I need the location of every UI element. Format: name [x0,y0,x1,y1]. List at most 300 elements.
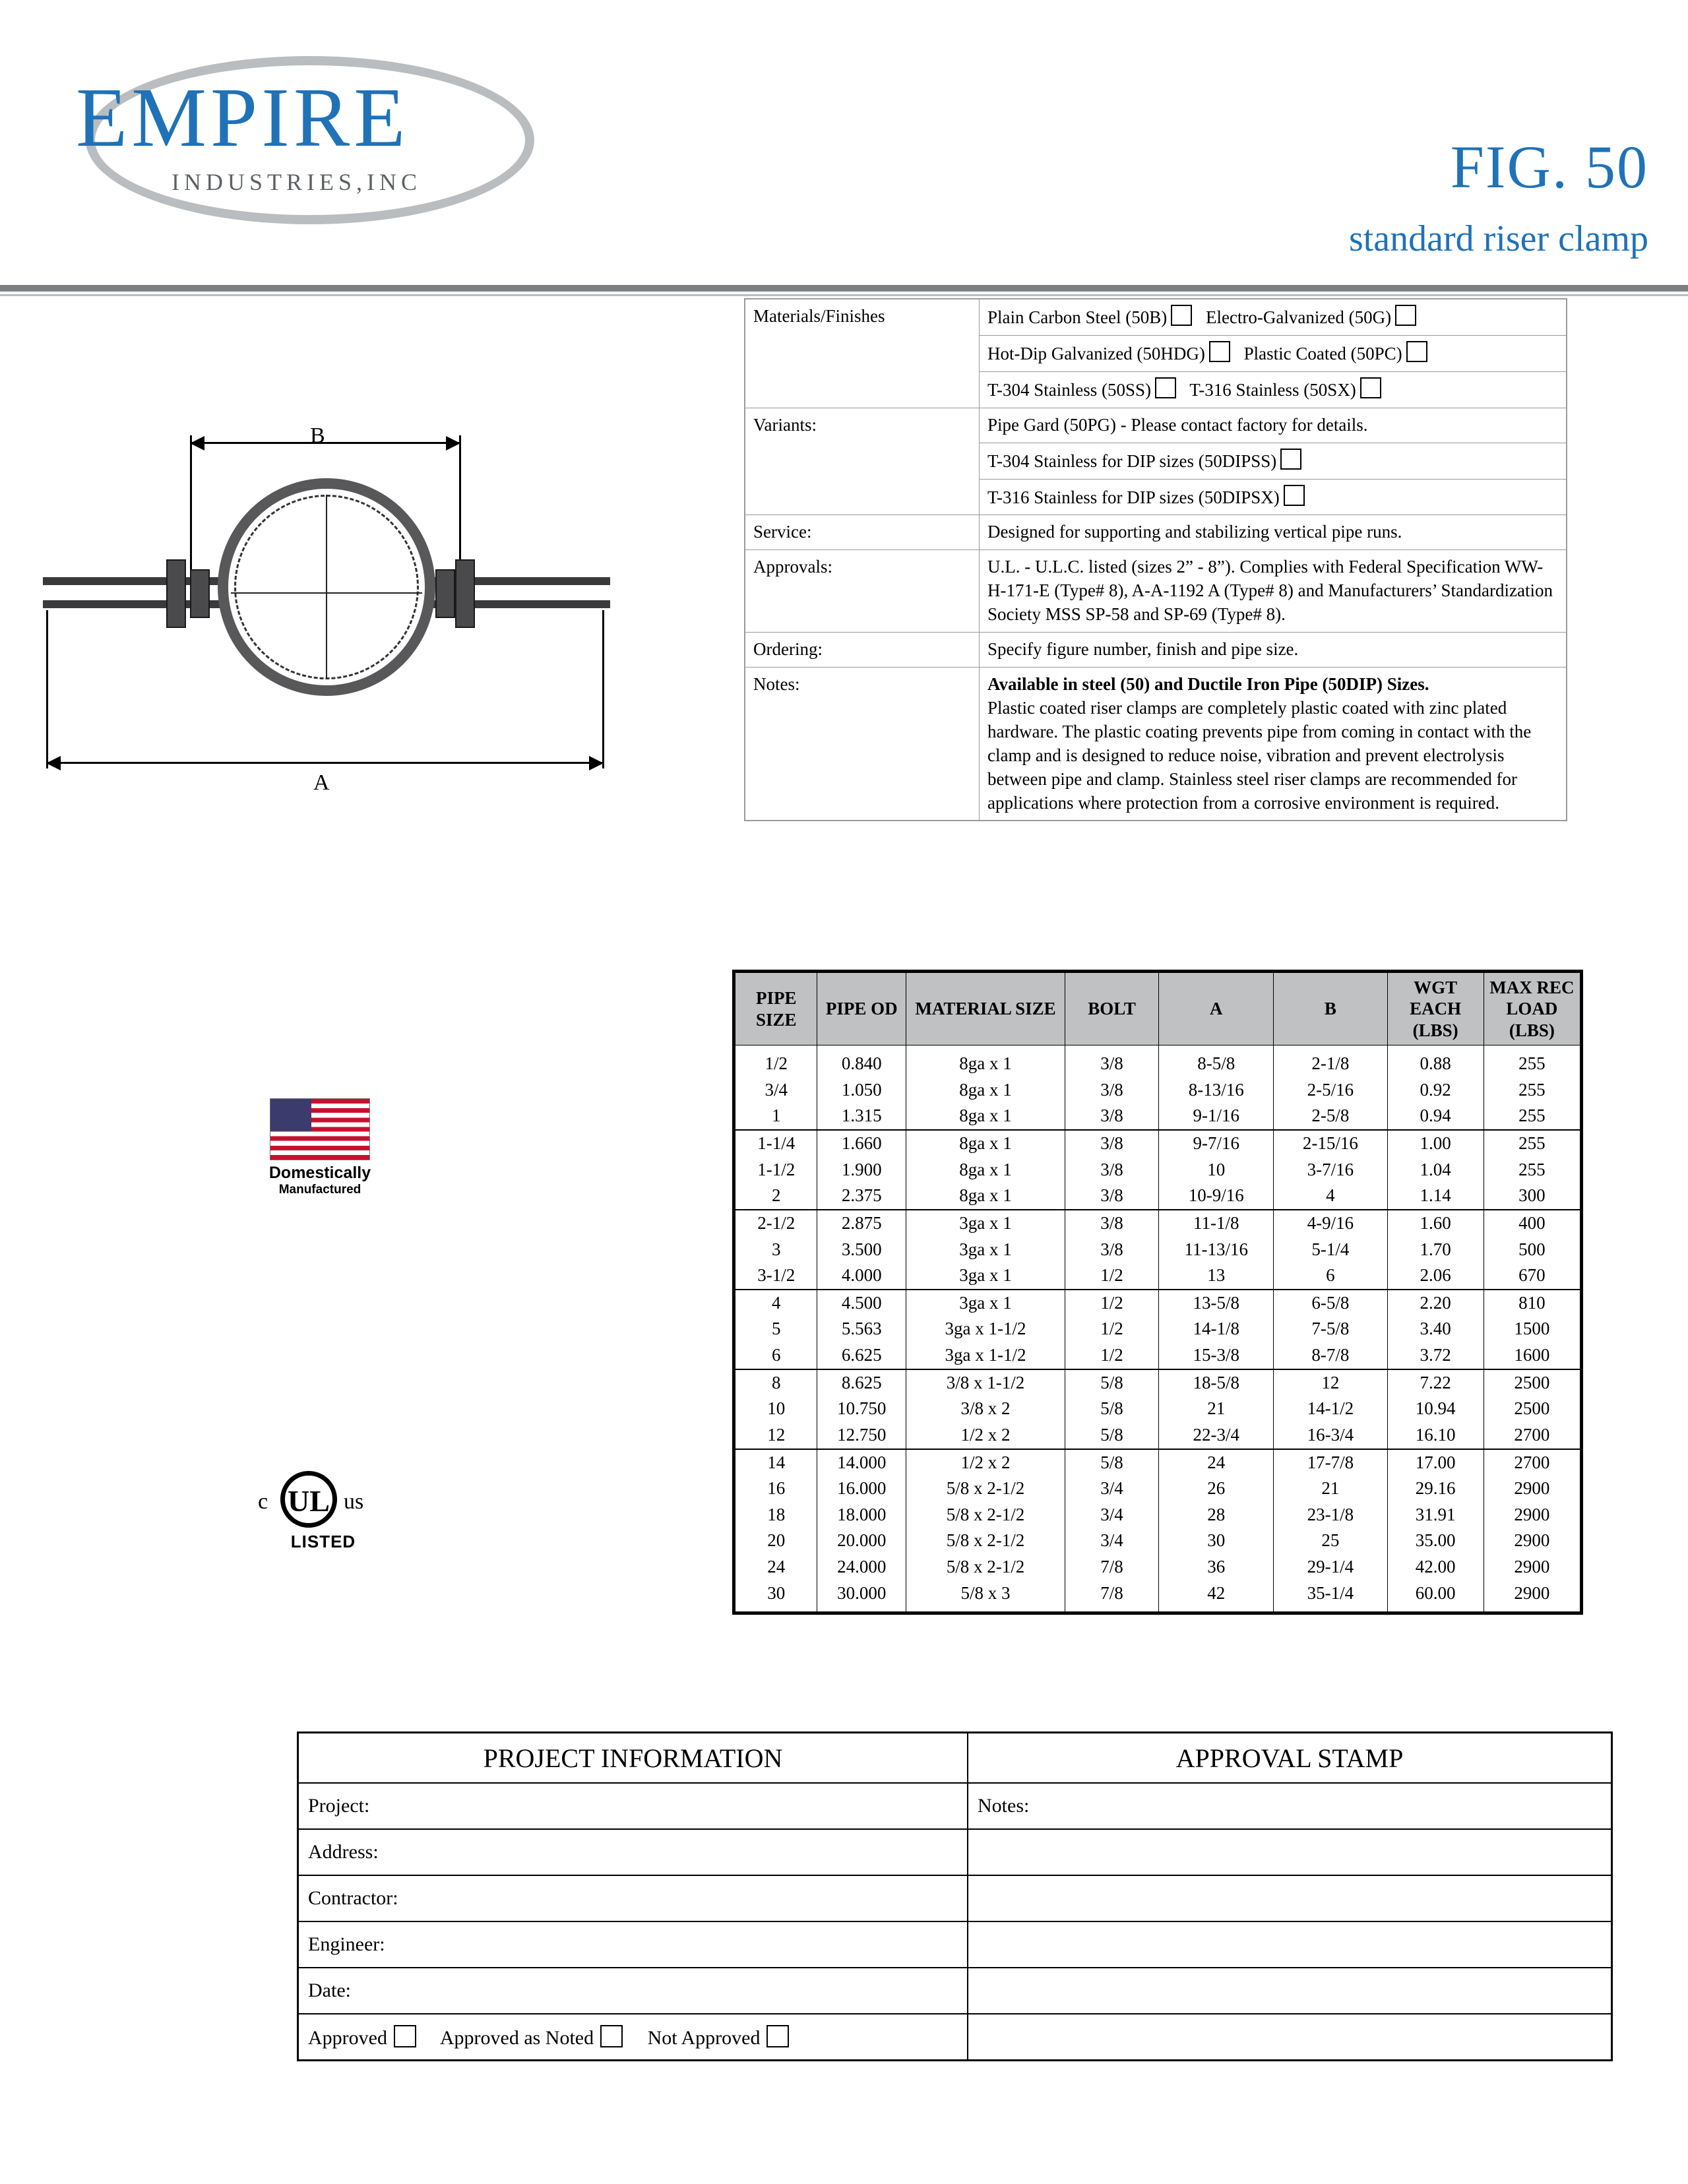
table-cell: 10.94 [1387,1396,1484,1422]
table-cell: 42 [1159,1580,1274,1613]
table-cell: 17-7/8 [1274,1449,1387,1476]
table-row [734,1290,1582,1317]
table-cell: 1/2 [1065,1316,1158,1342]
ul-listed-badge [247,1471,399,1552]
table-cell: 0.88 [1387,1045,1484,1077]
table-cell: 16.000 [817,1476,906,1502]
header-divider-secondary [0,294,1688,296]
table-cell: 16 [734,1476,817,1502]
material-option-label: Plastic Coated (50PC) [1243,343,1402,363]
page-subtitle: standard riser clamp [1348,218,1648,259]
dim-a-tick-left [46,610,48,768]
table-row [734,1369,1582,1396]
table-cell: 2-5/8 [1274,1103,1387,1130]
approval-stamp-area-2[interactable] [968,1875,1612,1921]
material-option-label: Electro-Galvanized (50G) [1205,307,1392,327]
project-info-header: PROJECT INFORMATION [298,1733,968,1784]
field-contractor[interactable]: Contractor: [298,1875,968,1921]
table-cell: 5/8 x 2-1/2 [906,1476,1065,1502]
spec-materials-row-2 [980,335,1567,371]
approval-options-row [298,2014,968,2061]
company-logo [49,33,551,231]
variant-option-label: T-304 Stainless for DIP sizes (50DIPSS) [987,451,1277,471]
spec-label-variants: Variants: [745,408,980,515]
table-cell: 13-5/8 [1159,1290,1274,1317]
spec-label-ordering: Ordering: [745,633,980,668]
table-cell: 11-1/8 [1159,1210,1274,1237]
table-cell: 16-3/4 [1274,1422,1387,1449]
ul-c-label: c [258,1489,268,1514]
table-cell: 30 [734,1580,817,1613]
table-cell: 1600 [1484,1342,1581,1369]
logo-subtitle: INDUSTRIES,INC [172,169,422,195]
table-cell: 255 [1484,1045,1581,1077]
table-cell: 4.500 [817,1290,906,1317]
table-cell: 8ga x 1 [906,1045,1065,1077]
table-cell: 2900 [1484,1580,1581,1613]
table-cell: 3/8 x 1-1/2 [906,1369,1065,1396]
table-cell: 3ga x 1 [906,1263,1065,1290]
table-cell: 2900 [1484,1476,1581,1502]
table-cell: 5 [734,1316,817,1342]
col-header-a: A [1159,972,1274,1045]
table-cell: 1/2 x 2 [906,1449,1065,1476]
table-cell: 2500 [1484,1369,1581,1396]
table-cell: 3.40 [1387,1316,1484,1342]
table-cell: 35-1/4 [1274,1580,1387,1613]
material-option-label: Hot-Dip Galvanized (50HDG) [987,343,1205,363]
project-row-project [298,1783,1612,1829]
table-cell: 1.315 [817,1103,906,1130]
table-cell: 7.22 [1387,1369,1484,1396]
table-cell: 10.750 [817,1396,906,1422]
dim-b-arrow-right [446,436,460,451]
table-cell: 255 [1484,1130,1581,1157]
dim-a-arrow-right [589,756,604,770]
spec-materials-row-3 [980,371,1567,408]
table-row [734,1342,1582,1369]
table-cell: 0.92 [1387,1077,1484,1104]
dimension-data-table [732,970,1583,1615]
table-cell: 3/8 [1065,1103,1158,1130]
bolt-right [455,559,475,628]
dim-b-arrow-left [190,436,204,451]
approval-option-approved: Approved [308,2026,387,2049]
table-row [734,1157,1582,1183]
page-title: FIG. 50 [1450,133,1648,201]
table-cell: 1 [734,1103,817,1130]
table-cell: 25 [1274,1528,1387,1554]
nut-right [435,569,455,618]
table-cell: 1.60 [1387,1210,1484,1237]
table-cell: 1-1/2 [734,1157,817,1183]
table-cell: 17.00 [1387,1449,1484,1476]
dim-a-arrow-left [46,756,61,770]
table-cell: 5/8 [1065,1422,1158,1449]
table-cell: 18 [734,1502,817,1528]
table-cell: 15-3/8 [1159,1342,1274,1369]
table-cell: 3/8 [1065,1183,1158,1210]
table-cell: 16.10 [1387,1422,1484,1449]
table-cell: 5.563 [817,1316,906,1342]
table-cell: 5/8 [1065,1449,1158,1476]
logo-wordmark: EMPIRE [76,71,410,164]
table-row [734,1449,1582,1476]
table-row [734,1476,1582,1502]
dim-b-label: B [310,423,325,448]
header-divider [0,285,1688,292]
table-cell: 0.840 [817,1045,906,1077]
table-cell: 21 [1159,1396,1274,1422]
table-cell: 24 [734,1554,817,1580]
field-notes[interactable]: Notes: [968,1783,1612,1829]
table-row [734,1502,1582,1528]
domestic-badge-line1: Domestically [268,1164,371,1182]
table-cell: 4-9/16 [1274,1210,1387,1237]
table-cell: 29-1/4 [1274,1554,1387,1580]
table-cell: 3.72 [1387,1342,1484,1369]
table-cell: 3ga x 1 [906,1290,1065,1317]
material-checkbox-50b[interactable] [1171,305,1192,326]
table-cell: 810 [1484,1290,1581,1317]
table-cell: 22-3/4 [1159,1422,1274,1449]
table-row [734,1554,1582,1580]
spec-row-notes [745,667,1567,821]
approval-option-not-approved: Not Approved [647,2026,761,2049]
spec-value-approvals: U.L. - U.L.C. listed (sizes 2” - 8”). Complies with Federal Specification WW-H-171-E (Type# 8), A-A-1192 A (Type# 8) and Manufacturers’ Standardization Society MSS SP-58 and SP-69 (Type# 8). [980,550,1567,633]
product-drawing [20,409,620,805]
table-row [734,1077,1582,1104]
spec-variant-50dipss [980,443,1567,479]
approval-stamp-area-5[interactable] [968,2014,1612,2061]
table-row [734,1130,1582,1157]
spec-value-service: Designed for supporting and stabilizing vertical pipe runs. [980,515,1567,550]
dim-b-line [190,442,460,444]
table-cell: 3-1/2 [734,1263,817,1290]
checkbox-approved[interactable] [394,2025,416,2047]
table-cell: 8.625 [817,1369,906,1396]
table-cell: 14 [734,1449,817,1476]
col-header-pipe-size: PIPE SIZE [734,972,817,1045]
table-cell: 18.000 [817,1502,906,1528]
table-cell: 300 [1484,1183,1581,1210]
col-header-b: B [1274,972,1387,1045]
table-cell: 1/2 x 2 [906,1422,1065,1449]
table-cell: 0.94 [1387,1103,1484,1130]
table-cell: 1/2 [734,1045,817,1077]
spec-row-service [745,515,1567,550]
table-cell: 1.70 [1387,1237,1484,1263]
table-cell: 2500 [1484,1396,1581,1422]
notes-body: Plastic coated riser clamps are completely plastic coated with zinc plated hardware. The plastic coating prevents pipe from coming in contact with the clamp and is designed to reduce noise, vibration and prevent electrolysis between pipe and clamp. Stainless steel riser clamps are recommended for applications where protection from a corrosive environment is required. [987,697,1532,813]
table-cell: 6-5/8 [1274,1290,1387,1317]
table-cell: 2 [734,1183,817,1210]
table-cell: 31.91 [1387,1502,1484,1528]
col-header-bolt: BOLT [1065,972,1158,1045]
table-cell: 1.00 [1387,1130,1484,1157]
spec-row-variants-1 [745,408,1567,443]
table-cell: 3 [734,1237,817,1263]
table-cell: 8-13/16 [1159,1077,1274,1104]
table-cell: 30 [1159,1528,1274,1554]
field-project[interactable]: Project: [298,1783,968,1829]
spec-variant-50dipsx [980,479,1567,515]
spec-label-notes: Notes: [745,667,980,821]
table-cell: 5/8 x 2-1/2 [906,1528,1065,1554]
material-checkbox-50ss[interactable] [1155,377,1176,398]
project-header-row [298,1733,1612,1784]
table-cell: 2900 [1484,1554,1581,1580]
table-cell: 14.000 [817,1449,906,1476]
project-row-address [298,1829,1612,1875]
table-cell: 3/8 [1065,1157,1158,1183]
table-row [734,1237,1582,1263]
table-cell: 255 [1484,1103,1581,1130]
table-cell: 2-1/2 [734,1210,817,1237]
material-checkbox-50sx[interactable] [1360,377,1381,398]
table-row [734,1263,1582,1290]
material-checkbox-50hdg[interactable] [1209,341,1230,362]
table-cell: 1.04 [1387,1157,1484,1183]
table-cell: 3.500 [817,1237,906,1263]
table-cell: 8ga x 1 [906,1130,1065,1157]
table-cell: 1/2 [1065,1290,1158,1317]
spec-materials-row-1 [980,299,1567,335]
table-cell: 5/8 [1065,1369,1158,1396]
col-header-weight: WGT EACH (LBS) [1387,972,1484,1045]
table-cell: 5/8 [1065,1396,1158,1422]
approval-option-approved-as-noted: Approved as Noted [439,2026,594,2049]
dimension-table-head [734,972,1582,1045]
table-row [734,1396,1582,1422]
variant-checkbox-50dipsx[interactable] [1284,485,1305,506]
table-cell: 2.20 [1387,1290,1484,1317]
table-cell: 3/8 [1065,1237,1158,1263]
table-cell: 2-5/16 [1274,1077,1387,1104]
checkbox-approved-as-noted[interactable] [600,2025,623,2047]
table-cell: 2700 [1484,1449,1581,1476]
table-cell: 3/8 [1065,1077,1158,1104]
table-row [734,1422,1582,1449]
table-cell: 3/4 [734,1077,817,1104]
spec-label-materials: Materials/Finishes [745,299,980,408]
table-cell: 5-1/4 [1274,1237,1387,1263]
material-option-label: T-304 Stainless (50SS) [987,379,1152,400]
table-cell: 2-15/16 [1274,1130,1387,1157]
approval-stamp-area-1[interactable] [968,1829,1612,1875]
table-cell: 18-5/8 [1159,1369,1274,1396]
table-cell: 2900 [1484,1502,1581,1528]
table-cell: 11-13/16 [1159,1237,1274,1263]
table-cell: 28 [1159,1502,1274,1528]
spec-value-notes [980,667,1567,821]
table-row [734,1210,1582,1237]
table-cell: 29.16 [1387,1476,1484,1502]
table-cell: 8ga x 1 [906,1103,1065,1130]
table-cell: 24 [1159,1449,1274,1476]
table-cell: 4.000 [817,1263,906,1290]
table-cell: 24.000 [817,1554,906,1580]
table-cell: 8ga x 1 [906,1183,1065,1210]
table-cell: 5/8 x 2-1/2 [906,1554,1065,1580]
table-cell: 3/8 [1065,1130,1158,1157]
table-row [734,1183,1582,1210]
table-cell: 3/8 x 2 [906,1396,1065,1422]
table-cell: 26 [1159,1476,1274,1502]
table-cell: 3/8 [1065,1045,1158,1077]
table-cell: 670 [1484,1263,1581,1290]
dim-a-line [46,762,604,764]
table-cell: 7/8 [1065,1580,1158,1613]
table-cell: 4 [1274,1183,1387,1210]
table-cell: 3ga x 1 [906,1237,1065,1263]
table-cell: 5/8 x 2-1/2 [906,1502,1065,1528]
table-cell: 1/2 [1065,1263,1158,1290]
table-cell: 60.00 [1387,1580,1484,1613]
table-cell: 1500 [1484,1316,1581,1342]
table-row [734,1580,1582,1613]
spec-value-ordering: Specify figure number, finish and pipe size. [980,633,1567,668]
table-cell: 42.00 [1387,1554,1484,1580]
col-header-material-size: MATERIAL SIZE [906,972,1065,1045]
table-cell: 2.875 [817,1210,906,1237]
table-cell: 3ga x 1-1/2 [906,1316,1065,1342]
table-cell: 14-1/8 [1159,1316,1274,1342]
field-date[interactable]: Date: [298,1968,968,2014]
table-cell: 2.375 [817,1183,906,1210]
table-cell: 400 [1484,1210,1581,1237]
project-row-contractor [298,1875,1612,1921]
dimension-table-body [734,1045,1582,1613]
table-cell: 3/4 [1065,1502,1158,1528]
checkbox-not-approved[interactable] [766,2025,789,2047]
material-checkbox-50pc[interactable] [1406,341,1427,362]
field-engineer[interactable]: Engineer: [298,1921,968,1968]
table-cell: 9-7/16 [1159,1130,1274,1157]
domestic-badge [244,1098,396,1197]
table-row [734,1045,1582,1077]
table-cell: 2.06 [1387,1263,1484,1290]
table-cell: 1.14 [1387,1183,1484,1210]
table-cell: 1.660 [817,1130,906,1157]
table-row [734,1528,1582,1554]
table-cell: 8ga x 1 [906,1157,1065,1183]
spec-label-service: Service: [745,515,980,550]
ul-listed-label: LISTED [290,1532,356,1551]
table-cell: 3ga x 1 [906,1210,1065,1237]
table-cell: 6 [734,1342,817,1369]
table-cell: 7/8 [1065,1554,1158,1580]
col-header-max-load: MAX REC LOAD (LBS) [1484,972,1581,1045]
domestic-badge-line2: Manufactured [278,1183,361,1197]
table-cell: 3ga x 1-1/2 [906,1342,1065,1369]
table-cell: 8ga x 1 [906,1077,1065,1104]
table-cell: 500 [1484,1237,1581,1263]
col-header-pipe-od: PIPE OD [817,972,906,1045]
approval-stamp-header: APPROVAL STAMP [968,1733,1612,1784]
table-cell: 7-5/8 [1274,1316,1387,1342]
table-cell: 21 [1274,1476,1387,1502]
table-cell: 8-5/8 [1159,1045,1274,1077]
spec-label-approvals: Approvals: [745,550,980,633]
table-cell: 6.625 [817,1342,906,1369]
table-cell: 8-7/8 [1274,1342,1387,1369]
dim-a-tick-right [602,610,604,768]
table-cell: 23-1/8 [1274,1502,1387,1528]
dim-a-label: A [313,770,330,795]
table-cell: 5/8 x 3 [906,1580,1065,1613]
table-cell: 13 [1159,1263,1274,1290]
table-cell: 3/4 [1065,1476,1158,1502]
table-cell: 3/8 [1065,1210,1158,1237]
table-cell: 6 [1274,1263,1387,1290]
table-cell: 2-1/8 [1274,1045,1387,1077]
nut-left [190,569,210,618]
table-cell: 36 [1159,1554,1274,1580]
table-cell: 4 [734,1290,817,1317]
table-cell: 20.000 [817,1528,906,1554]
table-cell: 12 [1274,1369,1387,1396]
material-option-label: T-316 Stainless (50SX) [1189,379,1356,400]
spec-variant-pipegard: Pipe Gard (50PG) - Please contact factory for details. [980,408,1567,443]
table-cell: 2700 [1484,1422,1581,1449]
usa-flag-icon [270,1098,370,1160]
approval-stamp-area-3[interactable] [968,1921,1612,1968]
table-cell: 10 [734,1396,817,1422]
approval-stamp-area-4[interactable] [968,1968,1612,2014]
table-cell: 1-1/4 [734,1130,817,1157]
field-address[interactable]: Address: [298,1829,968,1875]
ul-us-label: us [344,1489,364,1514]
table-cell: 255 [1484,1077,1581,1104]
table-cell: 1.050 [817,1077,906,1104]
table-cell: 3-7/16 [1274,1157,1387,1183]
spec-row-approvals [745,550,1567,633]
project-row-date [298,1968,1612,2014]
table-cell: 12.750 [817,1422,906,1449]
project-row-engineer [298,1921,1612,1968]
material-checkbox-50g[interactable] [1395,305,1416,326]
table-cell: 8 [734,1369,817,1396]
table-cell: 255 [1484,1157,1581,1183]
bolt-left [166,559,186,628]
variant-checkbox-50dipss[interactable] [1280,449,1301,470]
centerline-vertical [326,495,327,679]
table-cell: 20 [734,1528,817,1554]
page-header [0,0,1688,284]
table-cell: 1/2 [1065,1342,1158,1369]
table-cell: 12 [734,1422,817,1449]
specification-table [744,298,1567,821]
ul-mark-icon: UL [280,1471,337,1528]
table-cell: 10 [1159,1157,1274,1183]
material-option-label: Plain Carbon Steel (50B) [987,307,1168,327]
table-cell: 3/4 [1065,1528,1158,1554]
table-header-row [734,972,1582,1045]
notes-headline: Available in steel (50) and Ductile Iron Pipe (50DIP) Sizes. [987,673,1429,694]
project-row-approval [298,2014,1612,2061]
table-row [734,1103,1582,1130]
spec-row-materials-1 [745,299,1567,335]
project-information-table [297,1732,1613,2061]
variant-option-label: T-316 Stainless for DIP sizes (50DIPSX) [987,487,1280,507]
table-cell: 9-1/16 [1159,1103,1274,1130]
table-cell: 2900 [1484,1528,1581,1554]
dim-b-tick-left [190,435,192,587]
table-cell: 10-9/16 [1159,1183,1274,1210]
spec-row-ordering [745,633,1567,668]
table-row [734,1316,1582,1342]
